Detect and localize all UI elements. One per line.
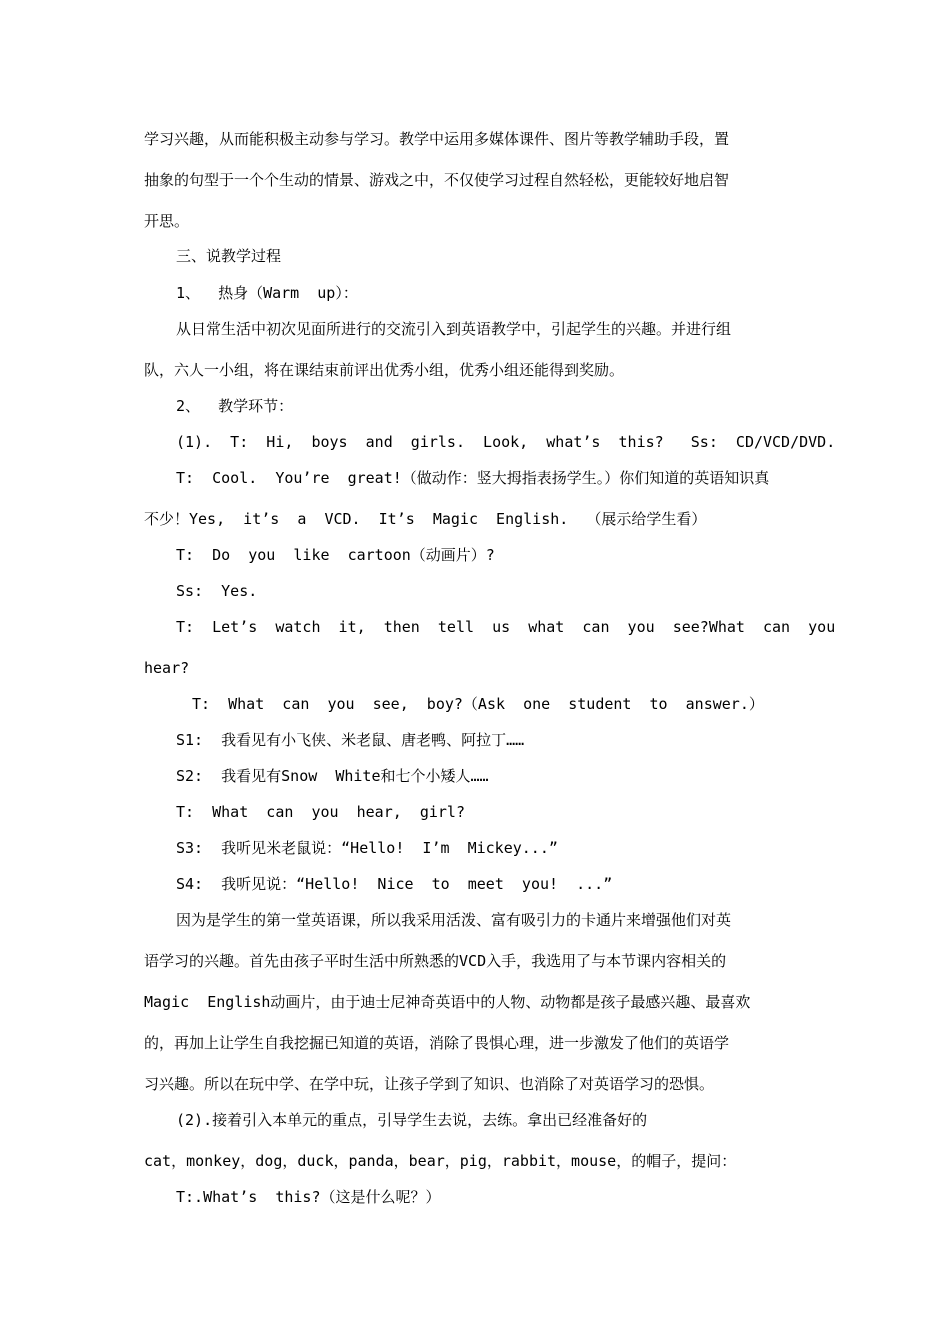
- paragraph-line: cat，monkey，dog，duck，panda，bear，pig，rabbit，mouse，的帽子，提问：: [144, 1152, 737, 1170]
- dialogue-line: T: What can you see, boy?（Ask one student to answer.）: [192, 695, 764, 713]
- dialogue-line: S4: 我听见说：“Hello! Nice to meet you! ...”: [176, 875, 613, 893]
- dialogue-line: 不少！Yes, it’s a VCD. It’s Magic English. （展示给学生看）: [144, 510, 707, 528]
- subsection-heading: 2、 教学环节：: [176, 397, 294, 415]
- paragraph-line: 开思。: [144, 212, 190, 230]
- paragraph-line: 学习兴趣，从而能积极主动参与学习。教学中运用多媒体课件、图片等教学辅助手段，置: [144, 130, 730, 148]
- dialogue-line: T: What can you hear, girl?: [176, 803, 465, 821]
- section-heading: 三、说教学过程: [176, 247, 282, 265]
- dialogue-line: T: Let’s watch it, then tell us what can you see?What can you: [176, 618, 836, 636]
- paragraph-line: (2).接着引入本单元的重点，引导学生去说，去练。拿出已经准备好的: [176, 1111, 648, 1129]
- paragraph-line: Magic English动画片，由于迪士尼神奇英语中的人物、动物都是孩子最感兴趣、最喜欢: [144, 993, 751, 1011]
- dialogue-line: (1). T: Hi, boys and girls. Look, what’s this? Ss: CD/VCD/DVD.: [176, 433, 836, 451]
- paragraph-line: 从日常生活中初次见面所进行的交流引入到英语教学中，引起学生的兴趣。并进行组: [176, 320, 732, 338]
- paragraph-line: 抽象的句型于一个个生动的情景、游戏之中，不仅使学习过程自然轻松，更能较好地启智: [144, 171, 730, 189]
- paragraph-line: 语学习的兴趣。首先由孩子平时生活中所熟悉的VCD入手，我选用了与本节课内容相关的: [144, 952, 727, 970]
- dialogue-line: T: Cool. You’re great!（做动作：竖大拇指表扬学生。）你们知道的英语知识真: [176, 469, 770, 487]
- paragraph-line: 的，再加上让学生自我挖掘已知道的英语，消除了畏惧心理，进一步激发了他们的英语学: [144, 1034, 730, 1052]
- paragraph-line: 因为是学生的第一堂英语课，所以我采用活泼、富有吸引力的卡通片来增强他们对英: [176, 911, 732, 929]
- dialogue-line: T:.What’s this?（这是什么呢？）: [176, 1188, 441, 1206]
- dialogue-line: S2: 我看见有Snow White和七个小矮人……: [176, 767, 489, 785]
- dialogue-line: T: Do you like cartoon（动画片）?: [176, 546, 495, 564]
- subsection-heading: 1、 热身（Warm up）：: [176, 284, 358, 302]
- dialogue-line: hear?: [144, 659, 190, 677]
- dialogue-line: S3: 我听见米老鼠说：“Hello! I’m Mickey...”: [176, 839, 558, 857]
- paragraph-line: 队，六人一小组，将在课结束前评出优秀小组，优秀小组还能得到奖励。: [144, 361, 625, 379]
- paragraph-line: 习兴趣。所以在玩中学、在学中玩，让孩子学到了知识、也消除了对英语学习的恐惧。: [144, 1075, 715, 1093]
- dialogue-line: S1: 我看见有小飞侠、米老鼠、唐老鸭、阿拉丁……: [176, 731, 525, 749]
- dialogue-line: Ss: Yes.: [176, 582, 258, 600]
